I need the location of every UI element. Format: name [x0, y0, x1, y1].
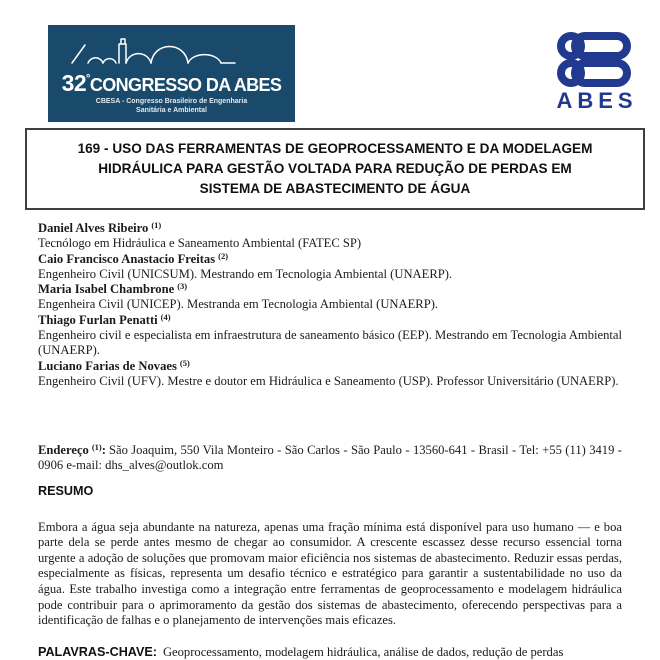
author-superscript: (4) — [160, 311, 171, 322]
degree-symbol: ° — [86, 73, 90, 85]
author-name-text: Maria Isabel Chambrone — [38, 282, 175, 297]
author-name — [38, 221, 622, 236]
author-name — [38, 313, 622, 328]
address-text: São Joaquim, 550 Vila Monteiro - São Carlos - São Paulo - 13560-641 - Brasil - Tel: +55 (11) 3419 - 0906 e-mail: dhs_alves@outlok.com — [38, 442, 622, 473]
paper-title-line-1: 169 - USO DAS FERRAMENTAS DE GEOPROCESSAMENTO E DA MODELAGEM — [77, 141, 593, 156]
resumo-body: Embora a água seja abundante na natureza, apenas uma fração mínima está disponível para uso humano — e boa parte dela se perde antes mesmo de chegar ao consumidor. A crescente escassez desse recurso essencial torna urgente a adoção de soluções que promovam maior eficiência nos sistemas de abastecimento. Reduzir essas perdas, especialmente as físicas, representa um desafio técnico e estratégico para garantir a sustentabilidade no uso da água. Este trabalho investiga como a integração entre ferramentas de geoprocessamento e modelagem hidráulica pode contribuir para o aprimoramento da gestão dos sistemas de abastecimento, oferecendo perspectivas para a identificação de falhas e o planejamento de intervenções mais eficazes. — [38, 519, 622, 628]
address-superscript: (1) — [91, 441, 102, 452]
author-superscript: (3) — [177, 281, 188, 292]
congress-subtitle-line1: CBESA - Congresso Brasileiro de Engenharia — [95, 98, 248, 105]
author-name-text: Luciano Farias de Novaes — [38, 358, 177, 373]
author-affiliation: Engenheiro civil e especialista em infraestrutura de saneamento básico (EEP). Mestrando em Tecnologia Ambiental (UNAERP). — [38, 328, 622, 358]
congress-subtitle-line2: Sanitária e Ambiental — [136, 107, 207, 114]
paper-title-line-2: HIDRÁULICA PARA GESTÃO VOLTADA PARA REDUÇÃO DE PERDAS EM — [98, 161, 572, 176]
resumo-heading: RESUMO — [38, 484, 94, 498]
address-label: Endereço — [38, 442, 89, 457]
author-name — [38, 282, 622, 297]
congress-name: CONGRESSO DA ABES — [89, 75, 282, 95]
paper-title-box — [25, 128, 645, 210]
abes-8b-mark-icon — [557, 32, 633, 88]
address-label-group — [38, 443, 106, 457]
paper-title-line-3: SISTEMA DE ABASTECIMENTO DE ÁGUA — [199, 181, 471, 196]
author-superscript: (2) — [218, 250, 229, 261]
city-skyline-icon — [70, 35, 270, 67]
congress-logo-subtitle — [48, 97, 295, 115]
author-name-text: Thiago Furlan Penatti — [38, 312, 158, 327]
abes-logo — [552, 32, 638, 116]
author-superscript: (5) — [179, 357, 190, 368]
congress-number: 32 — [61, 70, 87, 96]
abes-wordmark: ABES — [556, 88, 638, 113]
author-affiliation: Engenheira Civil (UNICEP). Mestranda em Tecnologia Ambiental (UNAERP). — [38, 297, 439, 312]
author-affiliation: Engenheiro Civil (UNICSUM). Mestrando em Tecnologia Ambiental (UNAERP). — [38, 266, 453, 281]
keywords-label: PALAVRAS-CHAVE: — [38, 644, 157, 659]
address-section — [38, 443, 622, 474]
congress-logo-title — [48, 67, 295, 97]
address-colon: : — [101, 442, 106, 457]
author-name — [38, 252, 622, 267]
keywords-text: Geoprocessamento, modelagem hidráulica, análise de dados, redução de perdas — [162, 644, 564, 659]
congress-logo — [48, 25, 295, 122]
author-name-text: Daniel Alves Ribeiro — [38, 221, 149, 235]
authors-section — [38, 221, 622, 389]
author-affiliation: Engenheiro Civil (UFV). Mestre e doutor em Hidráulica e Saneamento (USP). Professor Universitário (UNAERP). — [38, 373, 619, 388]
keywords-section — [38, 644, 638, 660]
author-superscript: (1) — [151, 220, 162, 230]
author-name — [38, 359, 622, 374]
author-affiliation: Tecnólogo em Hidráulica e Saneamento Ambiental (FATEC SP) — [38, 236, 362, 251]
author-name-text: Caio Francisco Anastacio Freitas — [38, 251, 216, 266]
